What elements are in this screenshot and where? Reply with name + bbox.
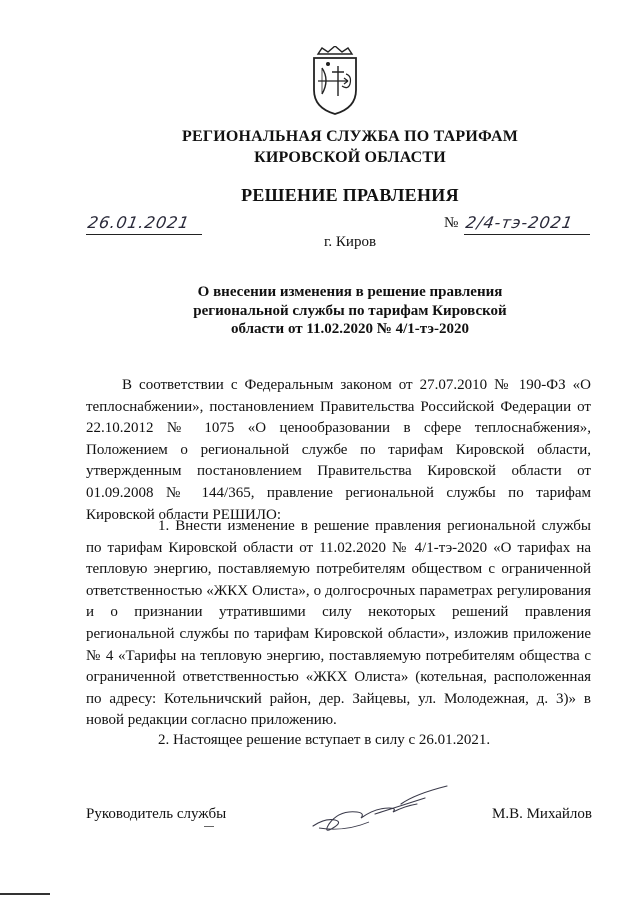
preamble-paragraph: В соответствии с Федеральным законом от 27.07.2010 № 190-ФЗ «О теплоснабжении», постановлением Правительства Российской Федерации от 22.10.2012 № 1075 «О ценообразовании в сфере теплоснабжения», Положением о региональной службе по тарифам Кировской области, утвержденным постановлением Правительства Кировской области от 01.09.2008 № 144/365, правление региональной службы по тарифам Кировской области РЕШИЛО: (86, 377, 591, 523)
city-label: г. Киров (323, 234, 377, 250)
handwritten-signature (305, 778, 455, 838)
item-text: Внести изменение в решение правления региональной службы по тарифам Кировской области от 11.02.2020 № 4/1-тэ-2020 «О тарифах на тепловую энергию, поставляемую потребителям обществом с ограниченной ответственностью «ЖКХ Олиста», о долгосрочных параметрах регулирования и о признании утратившими силу некоторых решений правления региональной службы по тарифам Кировской области», изложив приложение № 4 «Тарифы на тепловую энергию, поставляемую потребителям общества с ограниченной ответственностью «ЖКХ Олиста» (котельная, расположенная по адресу: Котельничский район, дер. Зайцевы, ул. Молодежная, д. 3)» в новой редакции согласно приложению. (86, 518, 591, 729)
subject-line-3: области от 11.02.2020 № 4/1-тэ-2020 (230, 321, 469, 337)
subject-line-1: О внесении изменения в решение правления (197, 284, 503, 300)
document-type-heading: РЕШЕНИЕ ПРАВЛЕНИЯ (241, 185, 459, 205)
number-underline (464, 234, 590, 235)
signatory-position: Руководитель службы (86, 806, 227, 822)
subject-line-2: региональной службы по тарифам Кировской (193, 302, 507, 319)
signatory-name: М.В. Михайлов (491, 806, 592, 822)
decision-date-field (86, 213, 206, 233)
kirov-oblast-coat-of-arms-icon (304, 46, 366, 116)
decision-item-2 (86, 730, 591, 752)
item-text: Настоящее решение вступает в силу с 26.01.2021. (173, 732, 491, 748)
organization-name-line-1: РЕГИОНАЛЬНАЯ СЛУЖБА ПО ТАРИФАМ (181, 128, 519, 145)
organization-name-line-2: КИРОВСКОЙ ОБЛАСТИ (254, 149, 446, 166)
decision-date: 26.01.2021 (86, 213, 192, 232)
number-sign: № (444, 215, 459, 231)
document-subject (150, 283, 550, 339)
page-edge-mark (0, 893, 50, 895)
item-number: 2. (158, 732, 170, 748)
decision-item-1 (86, 516, 591, 732)
item-number: 1. (158, 518, 170, 534)
scan-artifact-mark (204, 826, 214, 827)
date-underline (86, 234, 202, 235)
decision-number: 2/4-тэ-2021 (464, 213, 575, 232)
decision-number-field (444, 213, 594, 235)
